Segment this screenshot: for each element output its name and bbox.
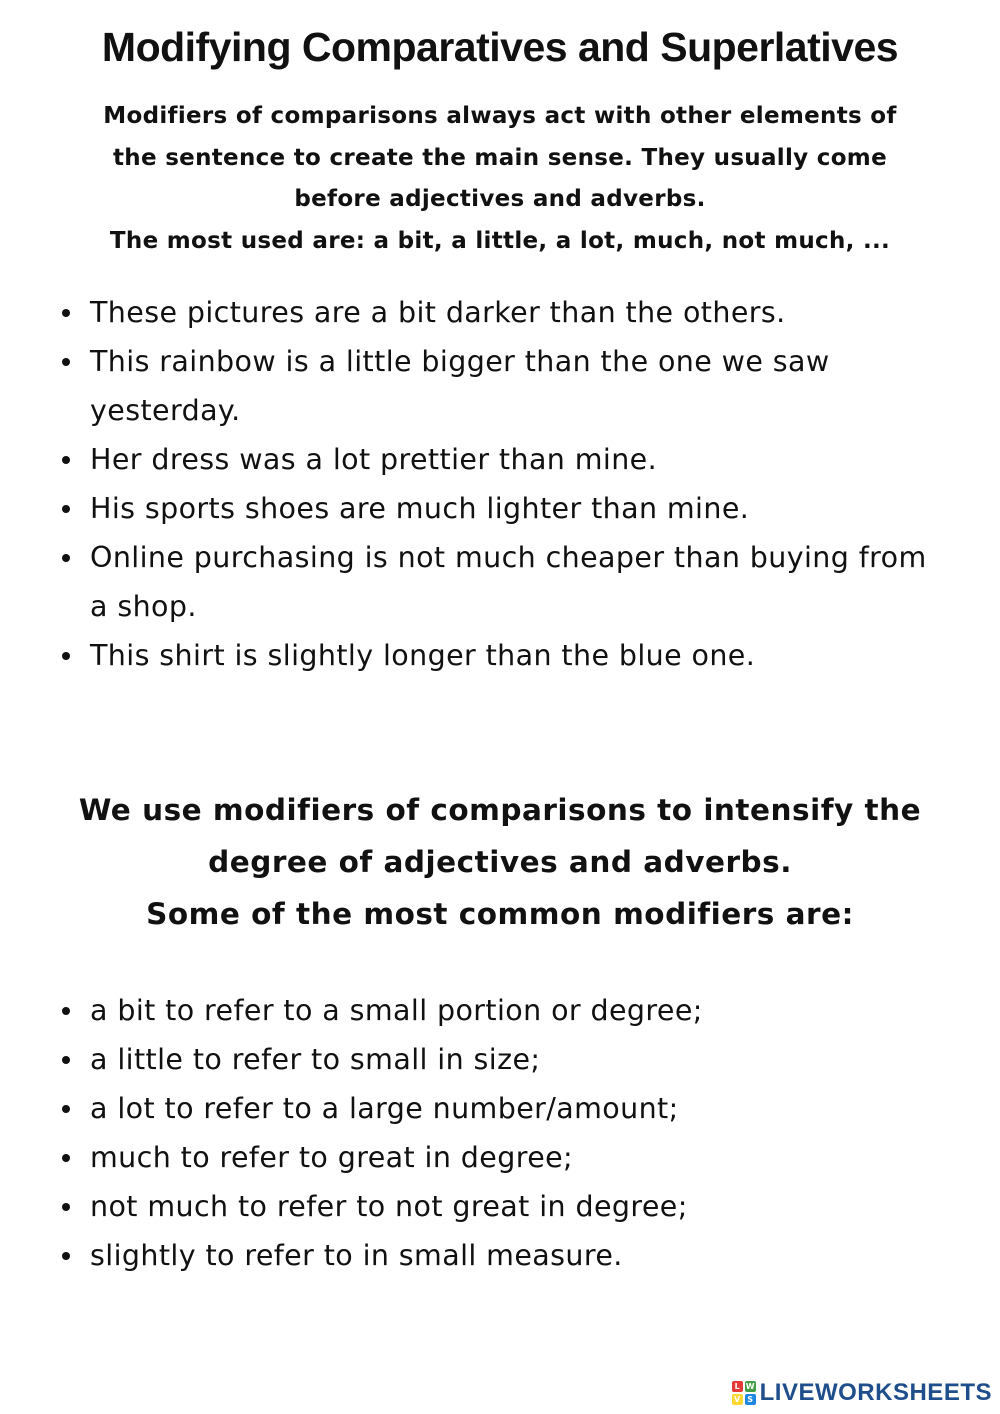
logo-tile: S [745, 1394, 756, 1405]
brand-name: LIVEWORKSHEETS [759, 1379, 992, 1406]
uses-intro-line: degree of adjectives and adverbs. [208, 845, 792, 879]
modifier-item: a little to refer to small in size; [60, 1035, 930, 1084]
modifier-item: a lot to refer to a large number/amount; [60, 1084, 930, 1133]
example-item: This rainbow is a little bigger than the one we saw yesterday. [60, 337, 930, 435]
logo-tile: L [732, 1381, 743, 1392]
modifier-item: not much to refer to not great in degree; [60, 1182, 930, 1231]
modifiers-list [60, 986, 930, 1280]
modifier-item: a bit to refer to a small portion or degree; [60, 986, 930, 1035]
example-item: Her dress was a lot prettier than mine. [60, 435, 930, 484]
example-item: This shirt is slightly longer than the blue one. [60, 631, 930, 680]
modifier-item: much to refer to great in degree; [60, 1133, 930, 1182]
intro-paragraph [60, 96, 940, 262]
example-item: Online purchasing is not much cheaper than buying from a shop. [60, 533, 930, 631]
uses-intro-line: We use modifiers of comparisons to intensify the [78, 793, 922, 827]
intro-line: Modifiers of comparisons always act with other elements of [103, 103, 897, 129]
logo-tile: V [732, 1394, 743, 1405]
uses-intro-line: Some of the most common modifiers are: [146, 897, 854, 931]
intro-line: the sentence to create the main sense. They usually come [113, 144, 887, 171]
intro-line: The most used are: a bit, a little, a lot, much, not much, ... [109, 227, 891, 254]
logo-tile: W [745, 1382, 755, 1391]
examples-list [60, 288, 930, 680]
liveworksheets-watermark[interactable] [732, 1380, 992, 1406]
modifier-item: slightly to refer to in small measure. [60, 1231, 930, 1280]
intro-line: before adjectives and adverbs. [294, 186, 706, 212]
example-item: His sports shoes are much lighter than mine. [60, 484, 930, 533]
page-title: Modifying Comparatives and Superlatives [101, 24, 899, 70]
uses-intro-paragraph [40, 784, 960, 940]
example-item: These pictures are a bit darker than the others. [60, 288, 930, 337]
liveworksheets-logo-icon [732, 1381, 756, 1405]
